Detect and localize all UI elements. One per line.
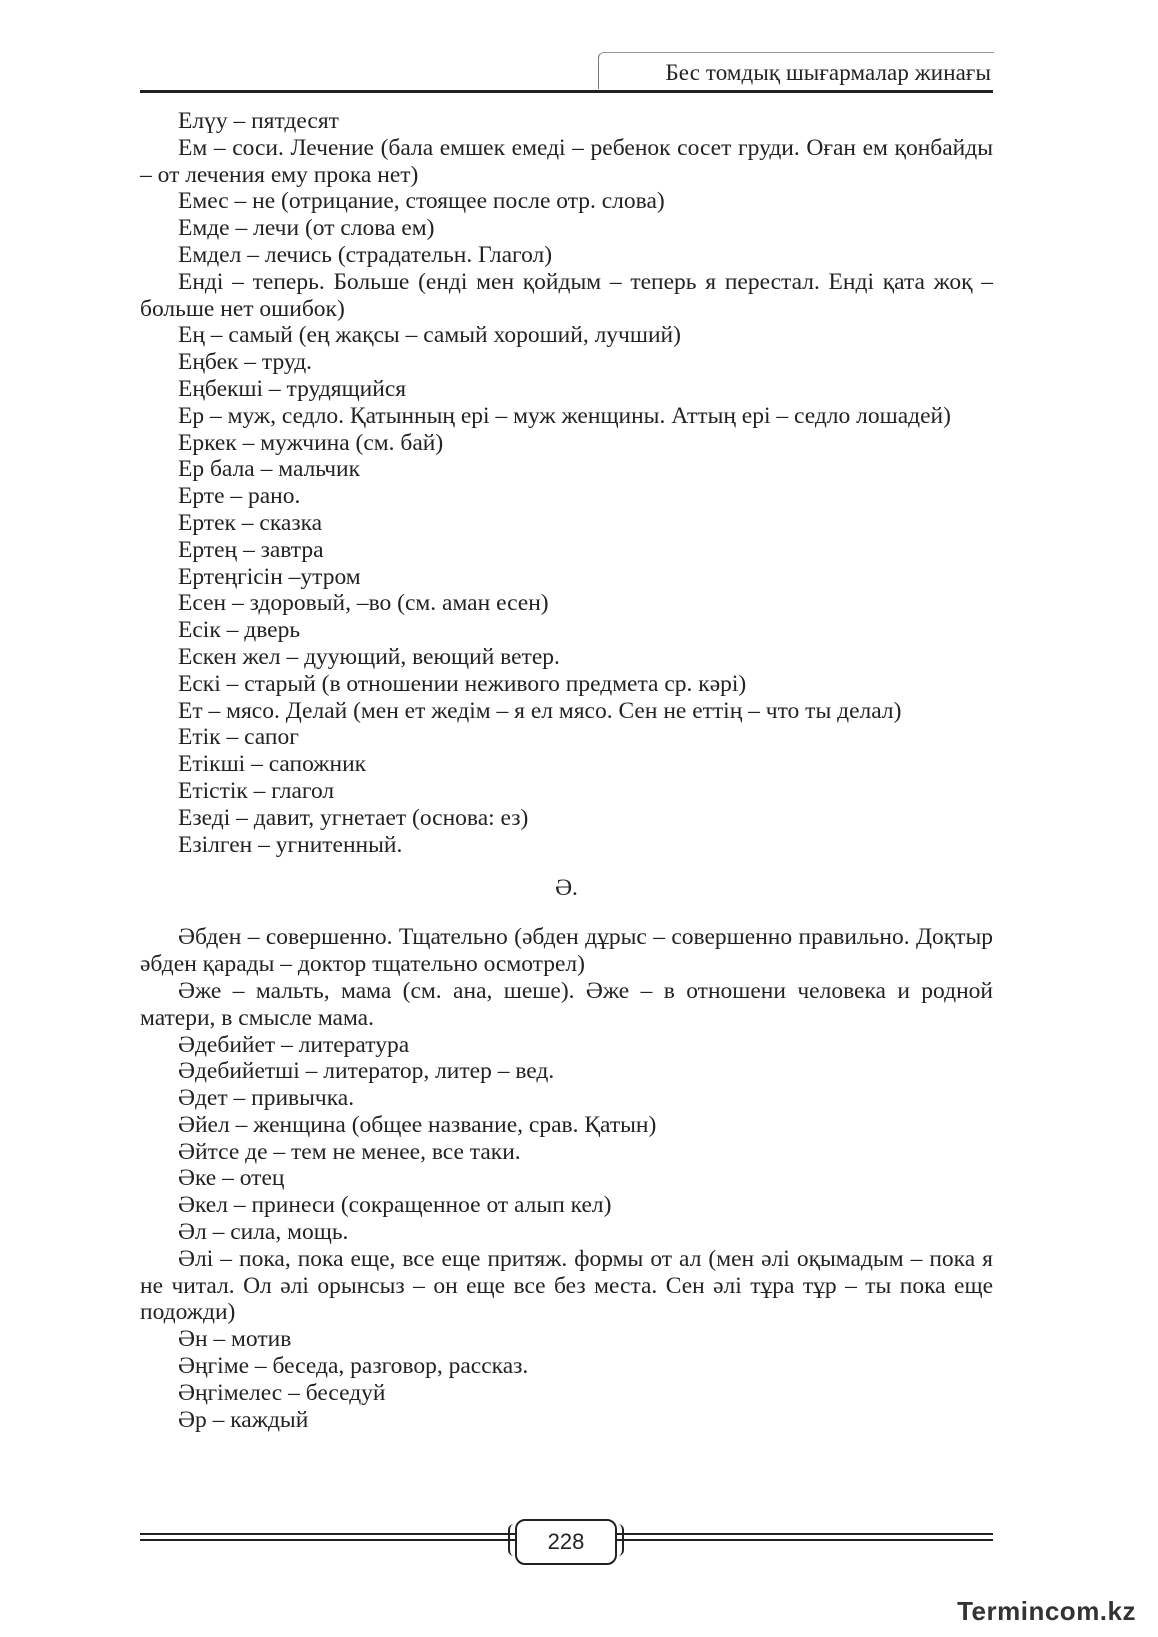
dictionary-content [140,108,993,1433]
dictionary-entry: Әже – мальть, мама (см. ана, шеше). Әже – в отношени человека и родной матери, в смысле мама. [140,977,993,1031]
dictionary-entry: Әңгіме – беседа, разговор, рассказ. [178,1353,529,1380]
dictionary-entry: Елүу – пятдесят [178,108,339,134]
dictionary-entry: Ескен жел – дуующий, веющий ветер. [178,643,560,670]
dictionary-entry: Ем – соси. Лечение (бала емшек емеді – ребенок сосет груди. Оған ем қонбайды – от лечения ему прока нет) [140,134,993,188]
dictionary-entry: Ер – муж, седло. Қатынның ері – муж женщины. Аттың ері – седло лошадей) [178,402,951,429]
dictionary-entry: Еркек – мужчина (см. бай) [178,429,444,456]
dictionary-entry: Әр – каждый [178,1406,309,1433]
dictionary-entry: Әлі – пока, пока еще, все еще притяж. формы от ал (мен әлі оқымадым – пока я не читал. Ол әлі орынсыз – он еще все без места. Сен әлі тұра тұр – ты пока еще подожди) [140,1245,993,1326]
watermark-text: Termincom.kz [957,1596,1136,1626]
dictionary-entry: Ер бала – мальчик [178,456,361,483]
dictionary-entry: Емес – не (отрицание, стоящее после отр. слова) [178,188,665,215]
dictionary-entry: Әдебийетші – литератор, литер – вед. [178,1058,555,1085]
dictionary-entry: Ет – мясо. Делай (мен ет жедім – я ел мясо. Сен не еттің – что ты делал) [178,697,902,724]
dictionary-entry: Әйел – женщина (общее название, срав. Қатын) [178,1111,657,1138]
footer-rule-right-bottom [613,1539,993,1541]
dictionary-entry: Әдебийет – литература [178,1031,410,1058]
dictionary-entry: Етістік – глагол [178,777,335,804]
dictionary-entry: Ән – мотив [178,1326,292,1353]
dictionary-entry: Ескі – старый (в отношении неживого предмета ср. кәрі) [178,670,747,697]
watermark-logo [957,1596,1136,1627]
dictionary-entry: Ең – самый (ең жақсы – самый хороший, лучший) [178,322,681,349]
page-number [515,1519,617,1565]
footer-rule-left-bottom [140,1539,516,1541]
footer-rule-left-top [140,1533,516,1535]
dictionary-entry: Ерте – рано. [178,483,301,510]
dictionary-entry: Еңбекші – трудящийся [178,375,407,402]
dictionary-entry: Әңгімелес – беседуй [178,1379,386,1406]
entries-section-ae [140,924,993,1433]
dictionary-entry: Етікші – сапожник [178,751,367,778]
dictionary-entry: Әкел – принеси (сокращенное от алып кел) [178,1192,612,1219]
footer-rule-right-top [613,1533,993,1535]
section-letter-heading: Ә. [555,875,578,902]
dictionary-entry: Әбден – совершенно. Тщательно (әбден дұрыс – совершенно правильно. Доқтыр әбден қарады – доктор тщательно осмотрел) [140,924,993,978]
running-header-title: Бес томдық шығармалар жинағы [665,60,991,85]
dictionary-entry: Әл – сила, мощь. [178,1219,349,1246]
dictionary-entry: Еңбек – труд. [178,349,313,376]
entries-section-e [140,108,993,858]
dictionary-entry: Ертең – завтра [178,536,324,563]
dictionary-entry: Емдел – лечись (страдательн. Глагол) [178,241,553,268]
dictionary-entry: Езілген – угнитенный. [178,831,403,858]
dictionary-entry: Ертеңгісін –утром [178,563,361,590]
dictionary-entry: Есен – здоровый, –во (см. аман есен) [178,590,549,617]
dictionary-entry: Ертек – сказка [178,509,323,536]
dictionary-entry: Енді – теперь. Больше (енді мен қойдым – теперь я перестал. Енді қата жоқ – больше нет ошибок) [140,268,993,322]
dictionary-entry: Езеді – давит, угнетает (основа: ез) [178,804,529,831]
dictionary-entry: Әке – отец [178,1165,285,1192]
dictionary-entry: Есік – дверь [178,617,301,644]
page-number-text: 228 [547,1529,585,1554]
dictionary-entry: Етік – сапог [178,724,299,751]
header-rule [140,90,993,93]
dictionary-entry: Әдет – привычка. [178,1085,355,1112]
dictionary-entry: Емде – лечи (от слова ем) [178,215,435,242]
dictionary-entry: Әйтсе де – тем не менее, все таки. [178,1138,521,1165]
